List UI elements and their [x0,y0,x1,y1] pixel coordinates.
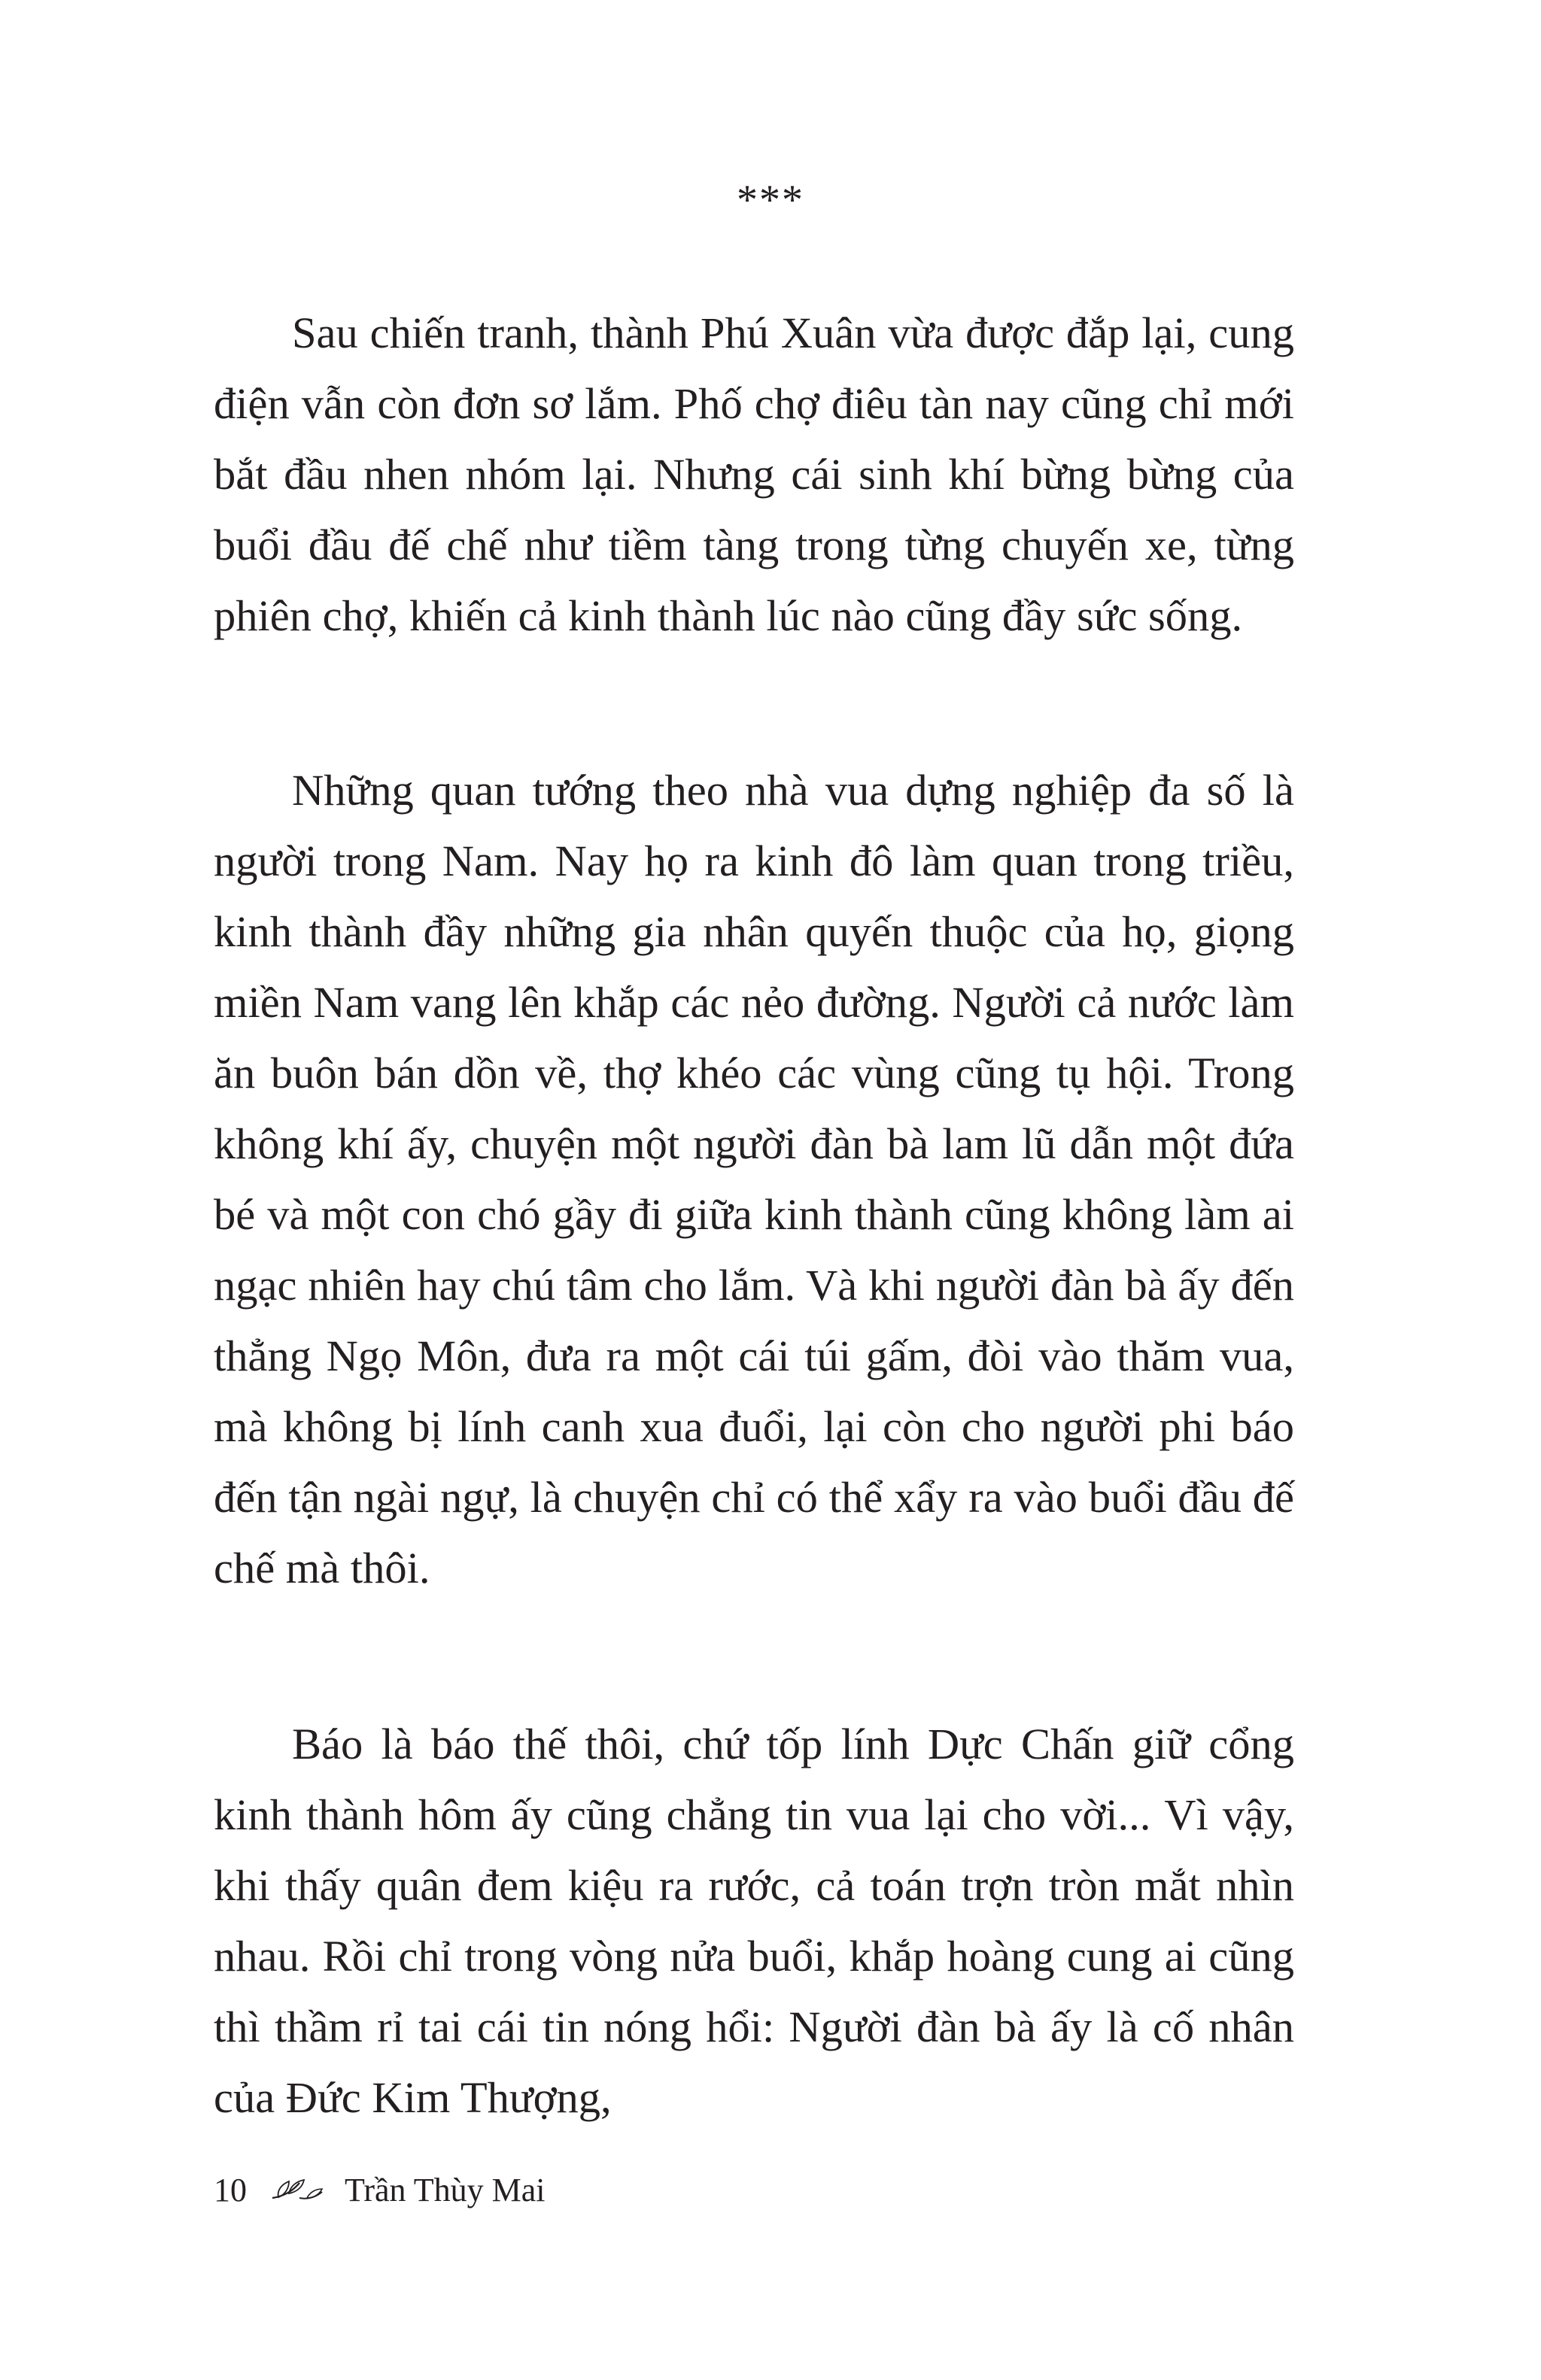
paragraph-text: Báo là báo thế thôi, chứ tốp lính Dực Chấn giữ cổng kinh thành hôm ấy cũng chẳng tin vua lại cho vời... Vì vậy, khi thấy quân đem kiệu ra rước, cả toán trợn tròn mắt nhìn nhau. Rồi chỉ trong vòng nửa buổi, khắp hoàng cung ai cũng thì thầm rỉ tai cái tin nóng hổi: Người đàn bà ấy là cố nhân của Đức Kim Thượng, [214,1720,1294,2122]
paragraph-text: Sau chiến tranh, thành Phú Xuân vừa được đắp lại, cung điện vẫn còn đơn sơ lắm. Phố chợ điêu tàn nay cũng chỉ mới bắt đầu nhen nhóm lại. Nhưng cái sinh khí bừng bừng của buổi đầu đế chế như tiềm tàng trong từng chuyến xe, từng phiên chợ, khiến cả kinh thành lúc nào cũng đầy sức sống. [214,308,1294,640]
section-separator: *** [737,177,804,223]
body-paragraph-1 [214,298,1294,651]
page-number: 10 [214,2171,247,2208]
leaf-ornament-icon [269,2175,325,2204]
paragraph-text: Những quan tướng theo nhà vua dựng nghiệp đa số là người trong Nam. Nay họ ra kinh đô làm quan trong triều, kinh thành đầy những gia nhân quyến thuộc của họ, giọng miền Nam vang lên khắp các nẻo đường. Người cả nước làm ăn buôn bán dồn về, thợ khéo các vùng cũng tụ hội. Trong không khí ấy, chuyện một người đàn bà lam lũ dẫn một đứa bé và một con chó gầy đi giữa kinh thành cũng không làm ai ngạc nhiên hay chú tâm cho lắm. Và khi người đàn bà ấy đến thẳng Ngọ Môn, đưa ra một cái túi gấm, đòi vào thăm vua, mà không bị lính canh xua đuổi, lại còn cho người phi báo đến tận ngài ngự, là chuyện chỉ có thể xẩy ra vào buổi đầu đế chế mà thôi. [214,766,1294,1592]
page-footer [214,2163,545,2216]
body-paragraph-2 [214,755,1294,1604]
body-paragraph-3 [214,1709,1294,2133]
author-name: Trần Thùy Mai [345,2171,546,2208]
